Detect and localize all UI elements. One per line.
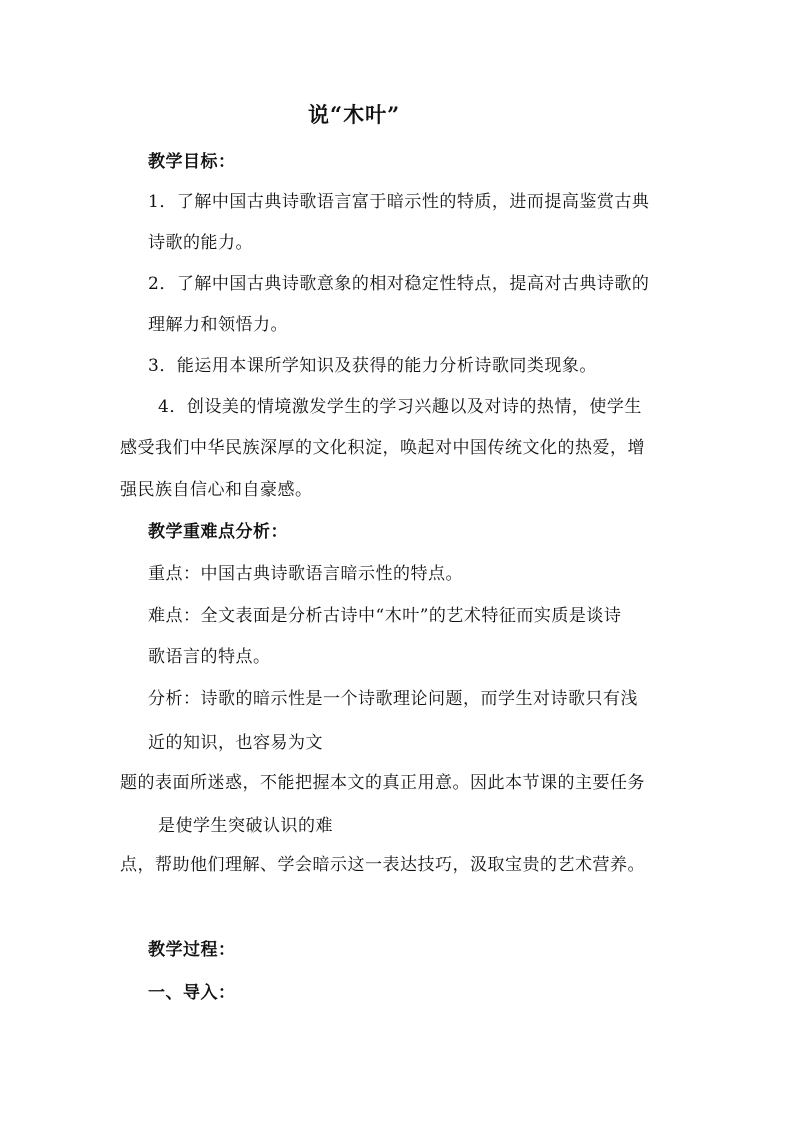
objective-2-line-1: 2．了解中国古典诗歌意象的相对稳定性特点，提高对古典诗歌的: [148, 274, 650, 294]
objective-1-line-1: 1．了解中国古典诗歌语言富于暗示性的特质，进而提高鉴赏古典: [148, 192, 650, 212]
document-title: 说“木叶”: [308, 102, 401, 127]
analysis-line-2: 近的知识，也容易为文: [148, 733, 323, 753]
objectives-heading: 教学目标：: [148, 152, 236, 172]
focus-heading: 教学重难点分析：: [148, 522, 288, 542]
objective-4-line-3: 强民族自信心和自豪感。: [120, 480, 313, 500]
section-one-heading: 一、导入：: [148, 983, 236, 1003]
key-point: 重点：中国古典诗歌语言暗示性的特点。: [148, 564, 463, 584]
difficulty-line-1: 难点：全文表面是分析古诗中“木叶”的艺术特征而实质是谈诗: [148, 606, 622, 626]
objective-4-line-1: 4．创设美的情境激发学生的学习兴趣以及对诗的热情，使学生: [158, 397, 642, 417]
objective-2-line-2: 理解力和领悟力。: [148, 315, 288, 335]
objective-4-line-2: 感受我们中华民族深厚的文化积淀，唤起对中国传统文化的热爱，增: [120, 438, 645, 458]
objective-1-line-2: 诗歌的能力。: [148, 233, 253, 253]
objective-3-line-1: 3．能运用本课所学知识及获得的能力分析诗歌同类现象。: [148, 356, 597, 376]
analysis-line-4: 是使学生突破认识的难: [158, 816, 333, 836]
analysis-line-5: 点，帮助他们理解、学会暗示这一表达技巧，汲取宝贵的艺术营养。: [120, 855, 645, 875]
analysis-line-1: 分析：诗歌的暗示性是一个诗歌理论问题，而学生对诗歌只有浅: [148, 689, 638, 709]
process-heading: 教学过程：: [148, 940, 236, 960]
analysis-line-3: 题的表面所迷惑，不能把握本文的真正用意。因此本节课的主要任务: [120, 773, 645, 793]
difficulty-line-2: 歌语言的特点。: [148, 647, 271, 667]
